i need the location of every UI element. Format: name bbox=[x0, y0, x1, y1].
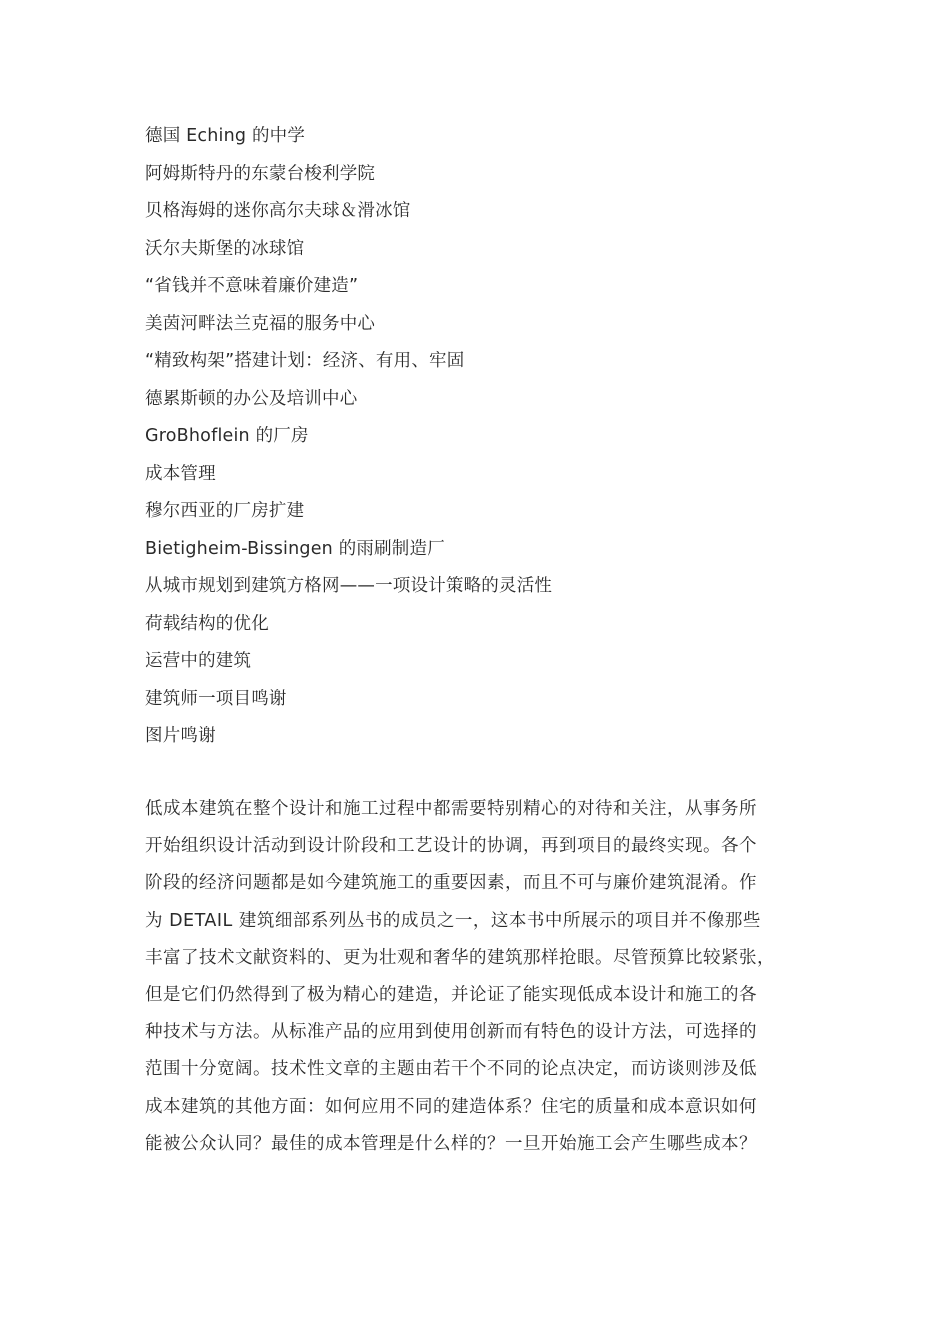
toc-item: 阿姆斯特丹的东蒙台梭利学院 bbox=[145, 163, 376, 184]
toc-item: GroBhoflein 的厂房 bbox=[145, 426, 309, 446]
paragraph-line: 范围十分宽阔。技术性文章的主题由若干个不同的论点决定，而访谈则涉及低 bbox=[145, 1059, 757, 1080]
intro-paragraph bbox=[145, 791, 820, 1163]
toc-item: “精致构架”搭建计划：经济、有用、牢固 bbox=[145, 351, 465, 371]
paragraph-line: 种技术与方法。从标准产品的应用到使用创新而有特色的设计方法，可选择的 bbox=[145, 1022, 757, 1043]
paragraph-line: 丰富了技术文献资料的、更为壮观和奢华的建筑那样抢眼。尽管预算比较紧张， bbox=[145, 947, 775, 968]
paragraph-line: 低成本建筑在整个设计和施工过程中都需要特别精心的对待和关注，从事务所 bbox=[145, 799, 757, 819]
toc-item: 穆尔西亚的厂房扩建 bbox=[145, 501, 305, 521]
toc-item: 图片鸣谢 bbox=[145, 726, 216, 746]
paragraph-line: 开始组织设计活动到设计阶段和工艺设计的协调，再到项目的最终实现。各个 bbox=[145, 836, 757, 857]
paragraph-line: 为 DETAIL 建筑细部系列丛书的成员之一，这本书中所展示的项目并不像那些 bbox=[145, 910, 761, 931]
paragraph-line: 成本建筑的其他方面：如何应用不同的建造体系？住宅的质量和成本意识如何 bbox=[145, 1096, 757, 1117]
toc-item: “省钱并不意味着廉价建造” bbox=[145, 276, 359, 296]
toc-item: 运营中的建筑 bbox=[145, 651, 252, 671]
toc-item: 贝格海姆的迷你高尔夫球＆滑冰馆 bbox=[145, 201, 411, 221]
paragraph-line: 但是它们仍然得到了极为精心的建造，并论证了能实现低成本设计和施工的各 bbox=[145, 984, 757, 1005]
paragraph-line: 阶段的经济问题都是如今建筑施工的重要因素，而且不可与廉价建筑混淆。作 bbox=[145, 873, 757, 894]
toc-item: 德累斯顿的办公及培训中心 bbox=[145, 388, 358, 409]
toc-item: 成本管理 bbox=[145, 463, 216, 484]
toc-item: 荷载结构的优化 bbox=[145, 613, 269, 634]
toc-item: 德国 Eching 的中学 bbox=[145, 126, 306, 146]
toc-item: 沃尔夫斯堡的冰球馆 bbox=[145, 238, 305, 259]
toc-item: 美茵河畔法兰克福的服务中心 bbox=[145, 313, 376, 334]
paragraph-line: 能被公众认同？最佳的成本管理是什么样的？一旦开始施工会产生哪些成本？ bbox=[145, 1133, 757, 1154]
toc-item: 建筑师一项目鸣谢 bbox=[145, 688, 287, 709]
table-of-contents bbox=[145, 118, 845, 756]
toc-item: Bietigheim-Bissingen 的雨刷制造厂 bbox=[145, 538, 445, 559]
toc-item: 从城市规划到建筑方格网——一项设计策略的灵活性 bbox=[145, 576, 553, 596]
